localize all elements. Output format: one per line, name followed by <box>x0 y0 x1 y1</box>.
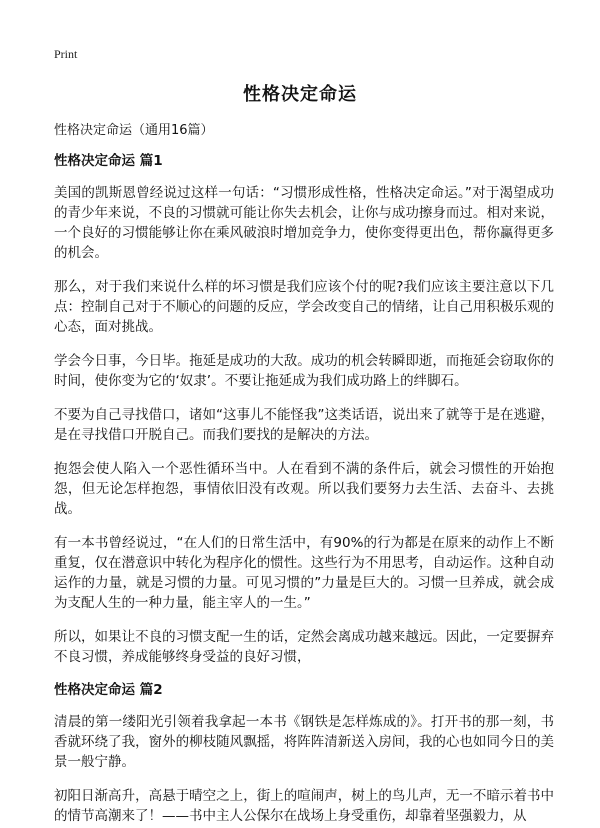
paragraph: 有一本书曾经说过，“在人们的日常生活中，有90%的行为都是在原来的动作上不断重复，仅在潜意识中转化为程序化的惯性。这些行为不用思考，自动运作。这种自动运作的力量，就是习惯的力量。可见习惯的”力量是巨大的。习惯一旦养成，就会成为支配人生的一种力量，能主宰人的一生。” <box>54 535 554 611</box>
document-subtitle: 性格决定命运（通用16篇） <box>54 123 214 138</box>
paragraph: 初阳日渐高升，高悬于晴空之上，街上的喧闹声，树上的鸟儿声，无一不暗示着书中的情节高潮来了！——书中主人公保尔在战场上身受重伤，却靠着坚强毅力，从 <box>54 788 554 824</box>
document-body <box>54 122 554 828</box>
paragraph: 美国的凯斯恩曾经说过这样一句话：“习惯形成性格，性格决定命运。”对于渴望成功的青少年来说，不良的习惯就可能让你失去机会，让你与成功擦身而过。相对来说，一个良好的习惯能够让你在乘风破浪时增加竞争力，使你变得更出色，帮你赢得更多的机会。 <box>54 185 554 261</box>
paragraph: 清晨的第一缕阳光引领着我拿起一本书《钢铁是怎样炼成的》。打开书的那一刻，书香就环绕了我，窗外的柳枝随风飘摇，将阵阵清新送入房间，我的心也如同今日的美景一般宁静。 <box>54 714 554 770</box>
paragraph: 学会今日事，今日毕。拖延是成功的大敌。成功的机会转瞬即逝，而拖延会窃取你的时间，使你变为它的‘奴隶’。不要让拖延成为我们成功路上的绊脚石。 <box>54 353 554 389</box>
section-1 <box>54 152 554 667</box>
page-title: 性格决定命运 <box>243 84 357 105</box>
paragraph: 那么，对于我们来说什么样的坏习惯是我们应该个付的呢?我们应该主要注意以下几点：控制自己对于不顺心的问题的反应，学会改变自己的情绪，让自己用积极乐观的心态，面对挑战。 <box>54 279 554 335</box>
section-heading: 性格决定命运 篇2 <box>54 682 163 698</box>
paragraph: 抱怨会使人陷入一个恶性循环当中。人在看到不满的条件后，就会习惯性的开始抱怨，但无论怎样抱怨，事情依旧没有改观。所以我们要努力去生活、去奋斗、去挑战。 <box>54 461 554 517</box>
print-link[interactable]: Print <box>54 47 78 61</box>
paragraph: 所以，如果让不良的习惯支配一生的话，定然会离成功越来越远。因此，一定要摒弃不良习惯，养成能够终身受益的良好习惯， <box>54 629 554 665</box>
paragraph: 不要为自己寻找借口，诸如“这事儿不能怪我”这类话语，说出来了就等于是在逃避，是在寻找借口开脱自己。而我们要找的是解决的方法。 <box>54 407 554 443</box>
section-heading: 性格决定命运 篇1 <box>54 153 163 169</box>
section-2 <box>54 681 554 826</box>
